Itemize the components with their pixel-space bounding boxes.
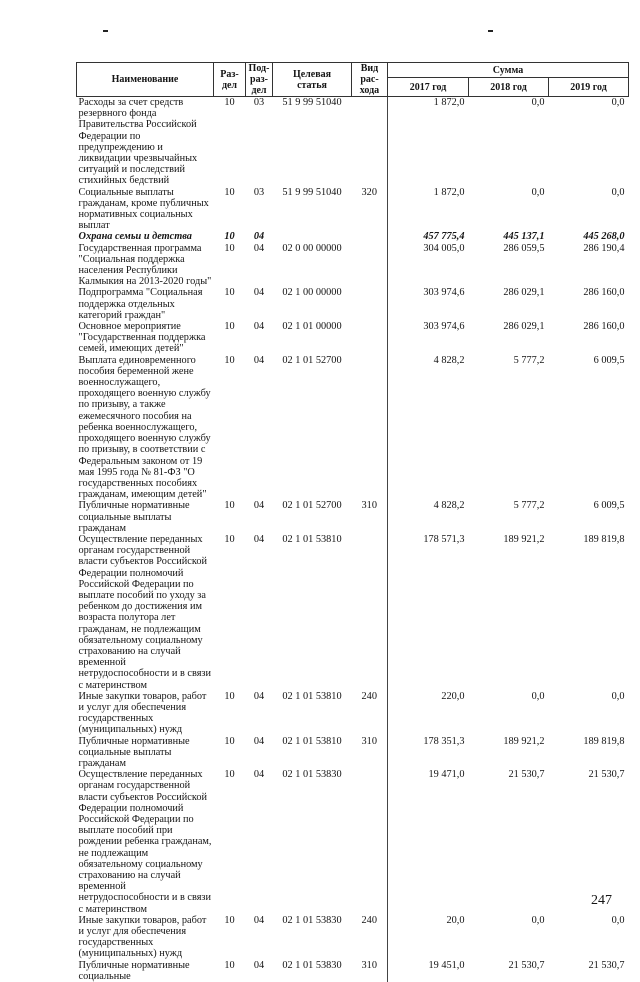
- row-section: 10: [214, 243, 246, 288]
- row-2019: 286 160,0: [549, 321, 629, 355]
- row-2018: 286 029,1: [469, 321, 549, 355]
- table-row: [77, 915, 629, 960]
- table-row: [77, 534, 629, 691]
- header-mark-left: [103, 30, 108, 32]
- row-name: Основное мероприятие "Государственная поддержка семей, имеющих детей": [77, 321, 214, 355]
- row-subsection: 03: [246, 97, 273, 187]
- row-subsection: 04: [246, 915, 273, 960]
- row-expense: [352, 321, 388, 355]
- row-2018: 189 921,2: [469, 534, 549, 691]
- row-target: 02 1 01 53810: [273, 736, 352, 770]
- row-section: 10: [214, 691, 246, 736]
- col-2018: 2018 год: [469, 78, 549, 97]
- row-subsection: 04: [246, 769, 273, 915]
- row-2018: 0,0: [469, 691, 549, 736]
- row-2019: 0,0: [549, 691, 629, 736]
- row-2018: 21 530,7: [469, 769, 549, 915]
- row-2018: 445 137,1: [469, 231, 549, 242]
- row-2019: 286 160,0: [549, 287, 629, 321]
- row-name: Выплата единовременного пособия беременной жене военнослужащего, проходящего военную службу по призыву, а также ежемесячного пособия на ребенка военнослужащего, проходящего военную службу по призыву, в соответствии с Федеральным законом от 19 мая 1995 года № 81-ФЗ "О государственных пособиях гражданам, имеющим детей": [77, 355, 214, 501]
- row-name: Государственная программа "Социальная поддержка населения Республики Калмыкия на 2013-2020 годы": [77, 243, 214, 288]
- row-target: 02 1 01 53830: [273, 769, 352, 915]
- table-row: [77, 736, 629, 770]
- row-expense: 310: [352, 960, 388, 982]
- col-section: Раз- дел: [214, 63, 246, 97]
- row-2017: 178 351,3: [388, 736, 469, 770]
- table-row: [77, 243, 629, 288]
- row-target: 02 1 01 53810: [273, 534, 352, 691]
- row-target: 02 1 01 53810: [273, 691, 352, 736]
- row-target: 02 1 00 00000: [273, 287, 352, 321]
- row-2019: 6 009,5: [549, 355, 629, 501]
- row-expense: [352, 534, 388, 691]
- row-expense: [352, 355, 388, 501]
- col-sum: Сумма: [388, 63, 629, 78]
- row-section: 10: [214, 736, 246, 770]
- row-target: 02 1 01 52700: [273, 355, 352, 501]
- row-name: Публичные нормативные социальные выплаты гражданам: [77, 736, 214, 770]
- row-name: Осуществление переданных органам государственной власти субъектов Российской Федерации полномочий Российской Федерации по выплате пособий при рождении ребенка гражданам, не подлежащим обязательному социальному страхованию на случай временной нетрудоспособности и в связи с материнством: [77, 769, 214, 915]
- row-2018: 286 029,1: [469, 287, 549, 321]
- row-subsection: 04: [246, 355, 273, 501]
- row-2017: 1 872,0: [388, 97, 469, 187]
- row-target: 02 1 01 53830: [273, 915, 352, 960]
- row-subsection: 04: [246, 691, 273, 736]
- row-name: Расходы за счет средств резервного фонда Правительства Российской Федерации по предупреждению и ликвидации чрезвычайных ситуаций и последствий стихийных бедствий: [77, 97, 214, 187]
- row-2017: 4 828,2: [388, 500, 469, 534]
- row-section: 10: [214, 231, 246, 242]
- row-2017: 4 828,2: [388, 355, 469, 501]
- row-expense: [352, 769, 388, 915]
- table-row: [77, 231, 629, 242]
- row-expense: 240: [352, 915, 388, 960]
- row-target: 51 9 99 51040: [273, 97, 352, 187]
- row-section: 10: [214, 321, 246, 355]
- row-subsection: 03: [246, 187, 273, 232]
- row-subsection: 04: [246, 960, 273, 982]
- col-subsection: Под- раз- дел: [246, 63, 273, 97]
- row-expense: [352, 97, 388, 187]
- row-section: 10: [214, 500, 246, 534]
- row-2019: 286 190,4: [549, 243, 629, 288]
- row-subsection: 04: [246, 534, 273, 691]
- col-2019: 2019 год: [549, 78, 629, 97]
- table-row: [77, 691, 629, 736]
- row-2019: 0,0: [549, 187, 629, 232]
- row-name: Охрана семьи и детства: [77, 231, 214, 242]
- row-name: Публичные нормативные социальные: [77, 960, 214, 982]
- table-row: [77, 769, 629, 915]
- row-2017: 457 775,4: [388, 231, 469, 242]
- row-name: Социальные выплаты гражданам, кроме публичных нормативных социальных выплат: [77, 187, 214, 232]
- row-2017: 178 571,3: [388, 534, 469, 691]
- row-2017: 19 451,0: [388, 960, 469, 982]
- row-target: 02 0 00 00000: [273, 243, 352, 288]
- row-target: [273, 231, 352, 242]
- row-section: 10: [214, 769, 246, 915]
- row-2017: 303 974,6: [388, 321, 469, 355]
- row-2019: 189 819,8: [549, 736, 629, 770]
- row-2017: 220,0: [388, 691, 469, 736]
- table-row: [77, 500, 629, 534]
- row-2018: 286 059,5: [469, 243, 549, 288]
- row-2019: 21 530,7: [549, 769, 629, 915]
- row-2017: 303 974,6: [388, 287, 469, 321]
- col-target: Целевая статья: [273, 63, 352, 97]
- row-2018: 21 530,7: [469, 960, 549, 982]
- col-2017: 2017 год: [388, 78, 469, 97]
- col-expense: Вид рас- хода: [352, 63, 388, 97]
- table-body: [77, 97, 629, 982]
- row-target: 51 9 99 51040: [273, 187, 352, 232]
- row-name: Иные закупки товаров, работ и услуг для обеспечения государственных (муниципальных) нужд: [77, 915, 214, 960]
- row-2019: 21 530,7: [549, 960, 629, 982]
- budget-table: [76, 62, 629, 982]
- header-mark-right: [488, 30, 493, 32]
- row-subsection: 04: [246, 321, 273, 355]
- row-section: 10: [214, 187, 246, 232]
- row-expense: 310: [352, 736, 388, 770]
- row-section: 10: [214, 97, 246, 187]
- table-row: [77, 355, 629, 501]
- row-2018: 189 921,2: [469, 736, 549, 770]
- row-name: Публичные нормативные социальные выплаты гражданам: [77, 500, 214, 534]
- table-row: [77, 187, 629, 232]
- row-2019: 189 819,8: [549, 534, 629, 691]
- table-row: [77, 287, 629, 321]
- row-2018: 5 777,2: [469, 500, 549, 534]
- row-2018: 5 777,2: [469, 355, 549, 501]
- row-2019: 445 268,0: [549, 231, 629, 242]
- table-row: [77, 960, 629, 982]
- row-expense: 310: [352, 500, 388, 534]
- row-2017: 1 872,0: [388, 187, 469, 232]
- table-row: [77, 321, 629, 355]
- row-target: 02 1 01 52700: [273, 500, 352, 534]
- row-2019: 0,0: [549, 97, 629, 187]
- row-section: 10: [214, 915, 246, 960]
- row-2017: 304 005,0: [388, 243, 469, 288]
- table-row: [77, 97, 629, 187]
- row-target: 02 1 01 00000: [273, 321, 352, 355]
- row-subsection: 04: [246, 736, 273, 770]
- row-name: Осуществление переданных органам государственной власти субъектов Российской Федерации полномочий Российской Федерации по выплате пособий по уходу за ребенком до достижения им возраста полутора лет гражданам, не подлежащим обязательному социальному страхованию на случай временной нетрудоспособности и в связи с материнством: [77, 534, 214, 691]
- row-expense: [352, 287, 388, 321]
- row-expense: [352, 243, 388, 288]
- row-expense: 240: [352, 691, 388, 736]
- row-expense: 320: [352, 187, 388, 232]
- row-2018: 0,0: [469, 187, 549, 232]
- row-2019: 0,0: [549, 915, 629, 960]
- row-2018: 0,0: [469, 97, 549, 187]
- row-section: 10: [214, 534, 246, 691]
- row-name: Подпрограмма "Социальная поддержка отдельных категорий граждан": [77, 287, 214, 321]
- row-section: 10: [214, 960, 246, 982]
- row-section: 10: [214, 355, 246, 501]
- row-2019: 6 009,5: [549, 500, 629, 534]
- row-2017: 19 471,0: [388, 769, 469, 915]
- row-subsection: 04: [246, 243, 273, 288]
- row-subsection: 04: [246, 500, 273, 534]
- row-section: 10: [214, 287, 246, 321]
- row-subsection: 04: [246, 287, 273, 321]
- row-2018: 0,0: [469, 915, 549, 960]
- col-name: Наименование: [77, 63, 214, 97]
- row-subsection: 04: [246, 231, 273, 242]
- row-name: Иные закупки товаров, работ и услуг для обеспечения государственных (муниципальных) нужд: [77, 691, 214, 736]
- row-2017: 20,0: [388, 915, 469, 960]
- page-number: 247: [591, 893, 612, 909]
- row-target: 02 1 01 53830: [273, 960, 352, 982]
- row-expense: [352, 231, 388, 242]
